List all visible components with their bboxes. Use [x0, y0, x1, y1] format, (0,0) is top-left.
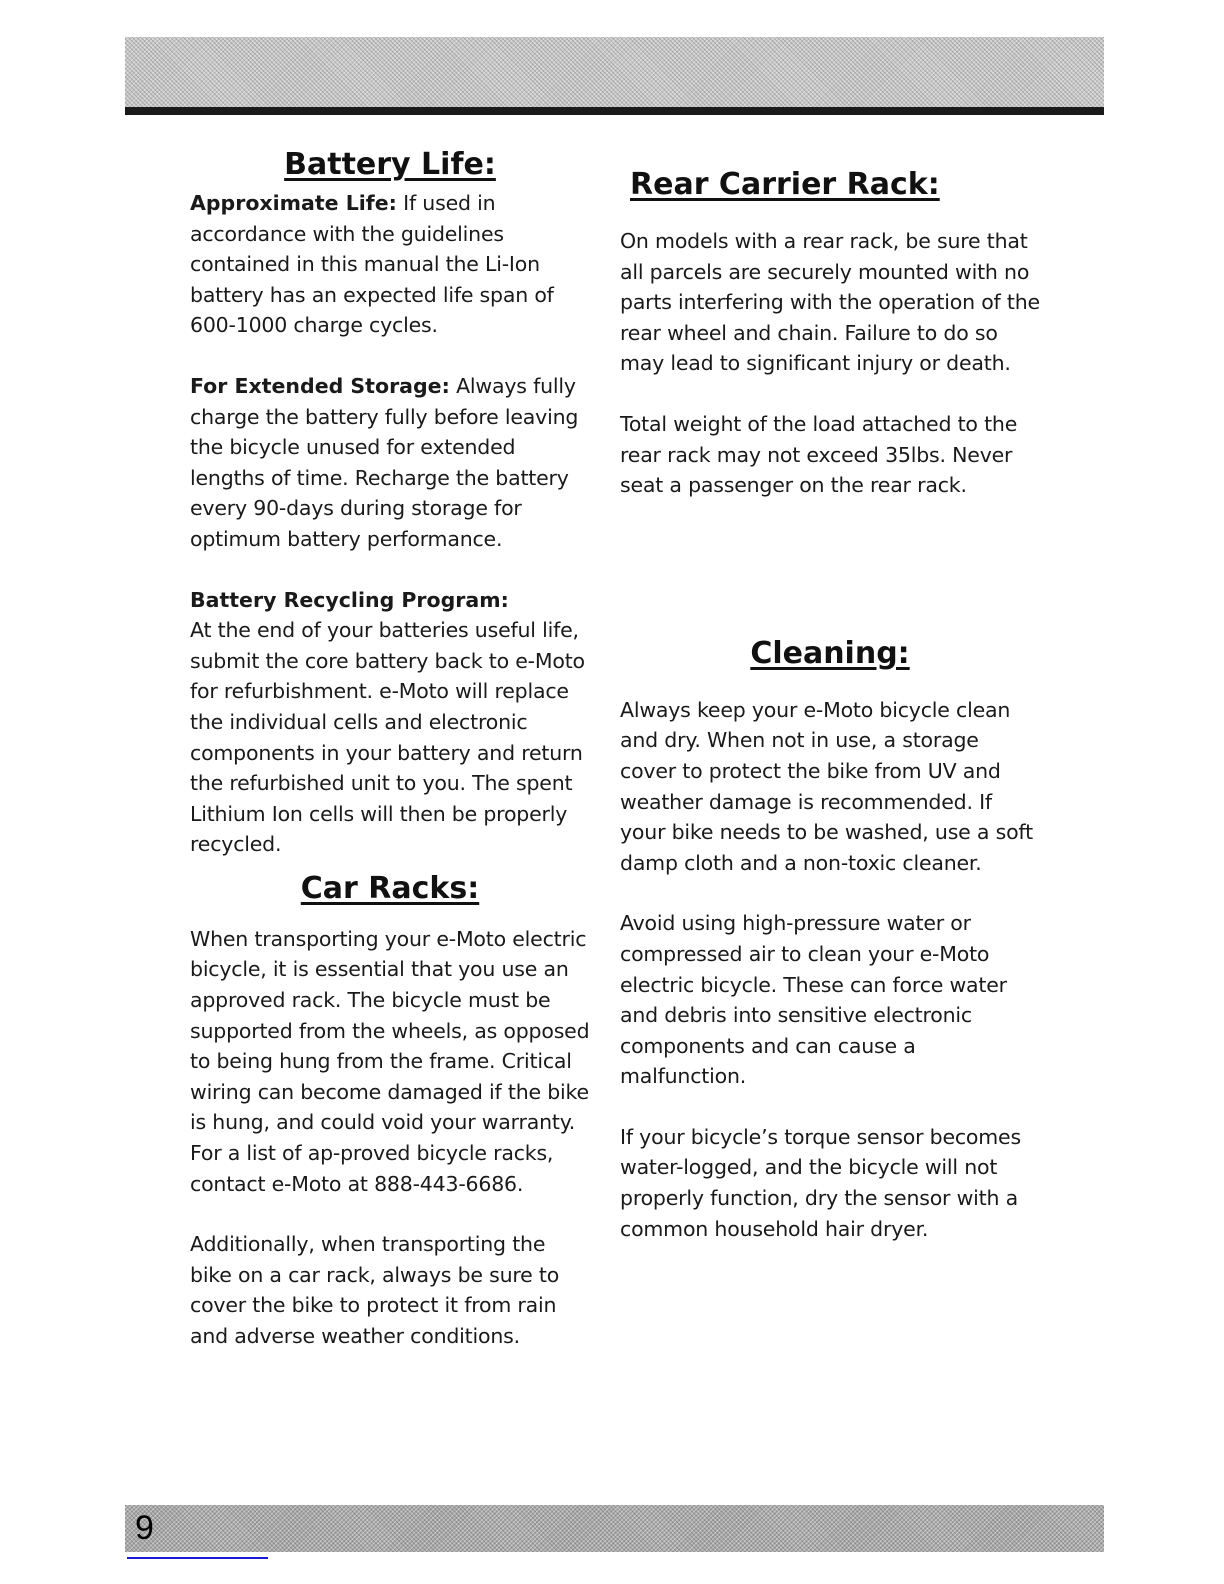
cleaning-paragraph-2: Avoid using high-pressure water or compressed air to clean your e-Moto electric bicycle. These can force water and debris into sensitive electronic components and can cause a malfunction. — [620, 911, 1007, 1089]
recycling-label-line — [190, 585, 590, 616]
approximate-life-paragraph — [190, 188, 590, 341]
footer-band — [125, 1505, 1104, 1552]
approximate-life-text: If used in accordance with the guidelines contained in this manual the Li-Ion battery has an expected life span of 600-1000 charge cycles. — [190, 191, 554, 338]
header-band — [125, 37, 1104, 107]
cleaning-title: Cleaning: — [750, 635, 910, 671]
spacer — [620, 878, 1040, 908]
car-racks-paragraph-2: Additionally, when transporting the bike on a car rack, always be sure to cover the bike to protect it from rain and adverse weather conditions. — [190, 1232, 560, 1348]
footer-link-underline[interactable] — [127, 1557, 268, 1559]
left-column — [190, 140, 590, 1352]
car-racks-title: Car Racks: — [300, 870, 480, 906]
right-column — [620, 160, 1040, 1244]
battery-life-section — [190, 140, 590, 860]
rear-rack-paragraph-2: Total weight of the load attached to the rear rack may not exceed 35lbs. Never seat a passenger on the rear rack. — [620, 411, 1018, 498]
extended-storage-text: Always fully charge the battery fully before leaving the bicycle unused for extended lengths of time. Recharge the battery every 90-days during storage for optimum battery performance. — [190, 373, 579, 551]
recycling-text: At the end of your batteries useful life, submit the core battery back to e-Moto for refurbishment. e-Moto will replace the individual cells and electronic components in your battery and return the refurbished unit to you. The spent Lithium Ion cells will then be properly recycled. — [190, 618, 585, 857]
spacer — [190, 1199, 590, 1229]
recycling-label: Battery Recycling Program: — [190, 587, 509, 612]
rear-carrier-rack-section — [620, 160, 1040, 501]
rear-carrier-rack-title: Rear Carrier Rack: — [630, 167, 940, 202]
rear-rack-paragraph-1: On models with a rear rack, be sure that all parcels are securely mounted with no parts interfering with the operation of the rear wheel and chain. Failure to do so may lead to significant injury or death. — [620, 229, 1040, 376]
car-racks-section — [190, 864, 590, 1352]
cleaning-section — [620, 629, 1040, 1245]
spacer — [190, 341, 590, 371]
spacer — [620, 1092, 1040, 1122]
header-rule — [125, 107, 1104, 115]
extended-storage-label: For Extended Storage: — [190, 373, 450, 398]
car-racks-paragraph-1: When transporting your e-Moto electric bicycle, it is essential that you use an approved rack. The bicycle must be supported from the wheels, as opposed to being hung from the frame. Critical wiring can become damaged if the bike is hung, and could void your warranty. For a list of ap-proved bicycle racks, contact e-Moto at 888-443-6686. — [190, 926, 590, 1196]
spacer — [620, 379, 1040, 409]
spacer — [190, 555, 590, 585]
approximate-life-label: Approximate Life: — [190, 191, 397, 215]
battery-life-title: Battery Life: — [284, 147, 496, 182]
cleaning-paragraph-3: If your bicycle’s torque sensor becomes water-logged, and the bicycle will not properly function, dry the sensor with a common household hair dryer. — [620, 1124, 1021, 1241]
cleaning-paragraph-1: Always keep your e-Moto bicycle clean and dry. When not in use, a storage cover to protect the bike from UV and weather damage is recommended. If your bike needs to be washed, use a soft damp cloth and a non-toxic cleaner. — [620, 697, 1033, 875]
page-number: 9 — [135, 1509, 154, 1547]
extended-storage-paragraph — [190, 371, 590, 555]
